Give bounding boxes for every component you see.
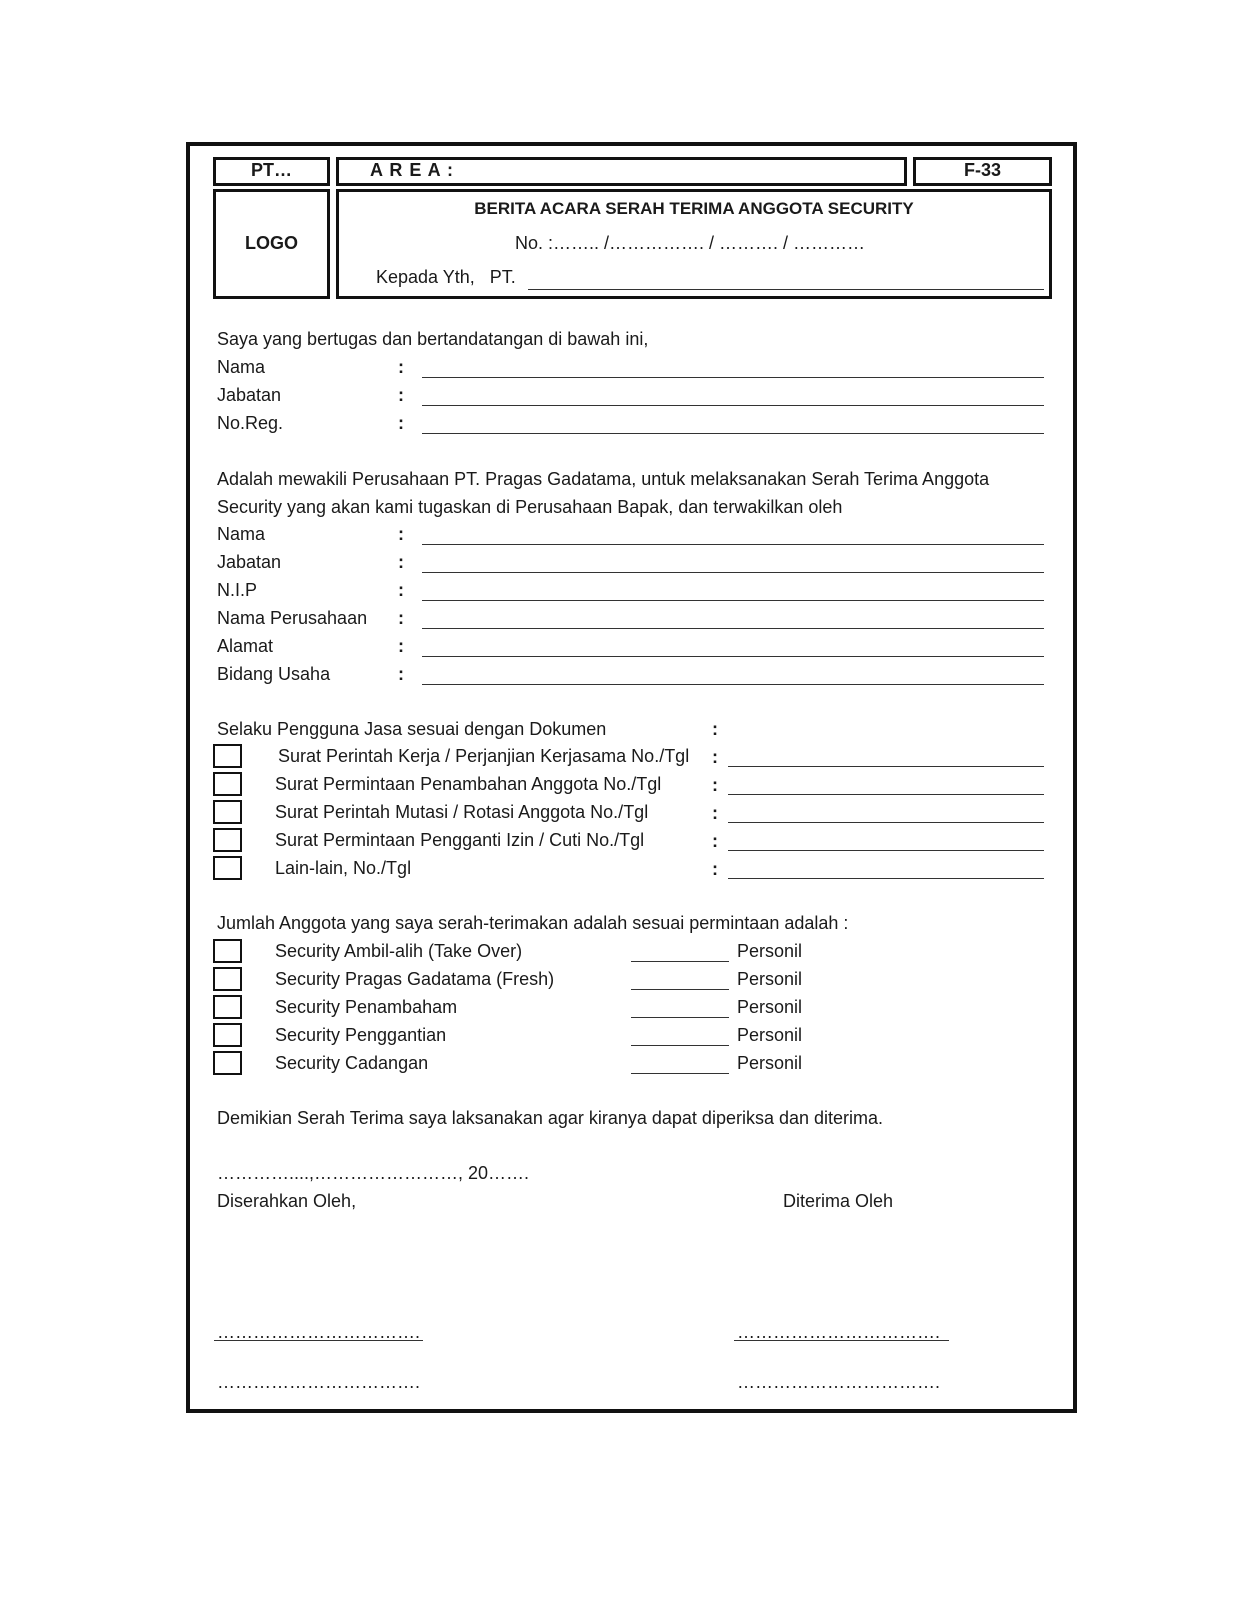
s2-field-jabatan[interactable] (422, 572, 1044, 573)
recipient-line (528, 289, 1044, 290)
s2-label-address: Alamat (217, 636, 274, 656)
received-by-signature-line (734, 1340, 949, 1341)
s2-field-business[interactable] (422, 684, 1044, 685)
doc-option-penambahan: Surat Permintaan Penambahan Anggota No./Tgl (275, 774, 662, 794)
member-checkbox-penambahan[interactable] (213, 995, 242, 1019)
member-checkbox-takeover[interactable] (213, 939, 242, 963)
member-count-fresh[interactable] (631, 989, 729, 990)
s2-colon: : (398, 552, 404, 572)
form-code: F-33 (963, 160, 1001, 180)
s2-colon: : (398, 608, 404, 628)
member-checkbox-cadangan[interactable] (213, 1051, 242, 1075)
s2-field-nama[interactable] (422, 544, 1044, 545)
area-label: A R E A : (370, 160, 454, 180)
s2-label-nip: N.I.P (217, 580, 258, 600)
s2-colon: : (398, 664, 404, 684)
s2-colon: : (398, 636, 404, 656)
doc-option-lain: Lain-lain, No./Tgl (275, 858, 412, 878)
handed-by-name[interactable]: ……………………………. (217, 1372, 421, 1392)
s1-label-nama: Nama (217, 357, 266, 377)
s1-field-jabatan[interactable] (422, 405, 1044, 406)
handed-by-signature[interactable]: ……………………………. (217, 1322, 421, 1342)
form-number: No. :…….. /……………. / ………. / ………… (515, 233, 866, 253)
date-line: …………....,……………………, 20……. (217, 1163, 530, 1183)
member-option-fresh: Security Pragas Gadatama (Fresh) (275, 969, 555, 989)
s2-label-nama: Nama (217, 524, 266, 544)
s2-label-business: Bidang Usaha (217, 664, 331, 684)
handed-by-signature-line (214, 1340, 423, 1341)
member-unit: Personil (737, 997, 803, 1017)
member-option-penambahan: Security Penambaham (275, 997, 458, 1017)
doc-checkbox-spk[interactable] (213, 744, 242, 768)
member-unit: Personil (737, 941, 803, 961)
s2-field-company[interactable] (422, 628, 1044, 629)
section2-intro-1: Adalah mewakili Perusahaan PT. Pragas Gadatama, untuk melaksanakan Serah Terima Anggota (217, 469, 990, 489)
s3-colon: : (712, 803, 718, 823)
pt-label: PT… (250, 160, 292, 180)
member-checkbox-fresh[interactable] (213, 967, 242, 991)
received-by-label: Diterima Oleh (783, 1191, 894, 1211)
s2-label-company: Nama Perusahaan (217, 608, 368, 628)
member-count-penggantian[interactable] (631, 1045, 729, 1046)
section2-intro-2: Security yang akan kami tugaskan di Perusahaan Bapak, dan terwakilkan oleh (217, 497, 843, 517)
member-count-takeover[interactable] (631, 961, 729, 962)
s1-colon: : (398, 385, 404, 405)
doc-option-spk: Surat Perintah Kerja / Perjanjian Kerjasama No./Tgl (278, 746, 690, 766)
member-option-penggantian: Security Penggantian (275, 1025, 447, 1045)
s3-colon: : (712, 775, 718, 795)
s2-field-address[interactable] (422, 656, 1044, 657)
s3-colon: : (712, 859, 718, 879)
s3-colon: : (712, 719, 718, 739)
recipient-label: Kepada Yth, PT. (376, 267, 516, 287)
s2-field-nip[interactable] (422, 600, 1044, 601)
s2-label-jabatan: Jabatan (217, 552, 282, 572)
member-option-cadangan: Security Cadangan (275, 1053, 429, 1073)
member-unit: Personil (737, 969, 803, 989)
doc-field-penambahan[interactable] (728, 794, 1044, 795)
s1-label-jabatan: Jabatan (217, 385, 282, 405)
s1-colon: : (398, 413, 404, 433)
doc-checkbox-mutasi[interactable] (213, 800, 242, 824)
s3-colon: : (712, 831, 718, 851)
section3-intro: Selaku Pengguna Jasa sesuai dengan Dokumen (217, 719, 607, 739)
s3-colon: : (712, 747, 718, 767)
handed-by-label: Diserahkan Oleh, (217, 1191, 357, 1211)
section1-intro: Saya yang bertugas dan bertandatangan di bawah ini, (217, 329, 649, 349)
s2-colon: : (398, 524, 404, 544)
received-by-signature[interactable]: ……………………………. (737, 1322, 941, 1342)
member-unit: Personil (737, 1025, 803, 1045)
member-count-penambahan[interactable] (631, 1017, 729, 1018)
received-by-name[interactable]: ……………………………. (737, 1372, 941, 1392)
s1-field-noreg[interactable] (422, 433, 1044, 434)
member-count-cadangan[interactable] (631, 1073, 729, 1074)
doc-checkbox-penambahan[interactable] (213, 772, 242, 796)
doc-option-pengganti: Surat Permintaan Pengganti Izin / Cuti No./Tgl (275, 830, 645, 850)
s2-colon: : (398, 580, 404, 600)
doc-field-mutasi[interactable] (728, 822, 1044, 823)
s1-field-nama[interactable] (422, 377, 1044, 378)
s1-label-noreg: No.Reg. (217, 413, 284, 433)
doc-field-pengganti[interactable] (728, 850, 1044, 851)
member-checkbox-penggantian[interactable] (213, 1023, 242, 1047)
section4-intro: Jumlah Anggota yang saya serah-terimakan adalah sesuai permintaan adalah : (217, 913, 849, 933)
s1-colon: : (398, 357, 404, 377)
form-title: BERITA ACARA SERAH TERIMA ANGGOTA SECURITY (474, 199, 914, 218)
closing-statement: Demikian Serah Terima saya laksanakan agar kiranya dapat diperiksa dan diterima. (217, 1108, 884, 1128)
doc-option-mutasi: Surat Perintah Mutasi / Rotasi Anggota No./Tgl (275, 802, 649, 822)
logo-placeholder: LOGO (245, 233, 298, 253)
doc-checkbox-pengganti[interactable] (213, 828, 242, 852)
doc-checkbox-lain[interactable] (213, 856, 242, 880)
member-option-takeover: Security Ambil-alih (Take Over) (275, 941, 523, 961)
member-unit: Personil (737, 1053, 803, 1073)
doc-field-spk[interactable] (728, 766, 1044, 767)
doc-field-lain[interactable] (728, 878, 1044, 879)
